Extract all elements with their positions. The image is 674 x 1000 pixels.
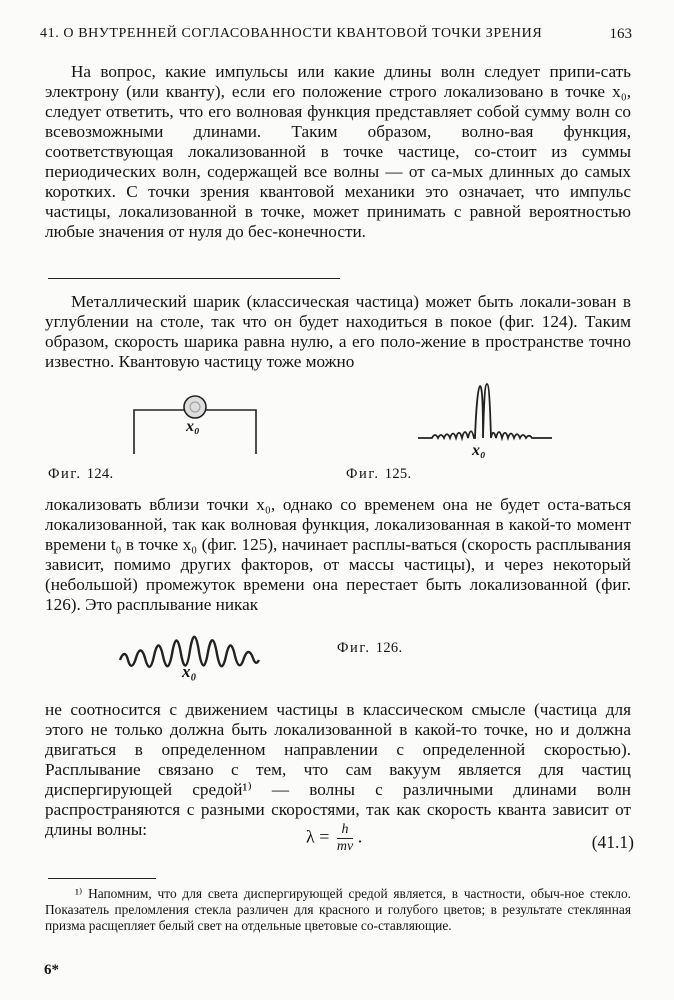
fig125-point-label: x₀ (472, 442, 486, 459)
section-divider (48, 278, 340, 279)
chapter-title: 41. О ВНУТРЕННЕЙ СОГЛАСОВАННОСТИ КВАНТОВОЙ ТОЧКИ ЗРЕНИЯ (40, 26, 543, 41)
fig125-caption (346, 466, 411, 483)
metal-ball (184, 396, 206, 418)
paragraph-1: На вопрос, какие импульсы или какие длины волн следует припи-сать электрону (или кванту), если его положение строго локализовано в точке x₀, следует ответить, что его волновая функция представляет собой сумму волн со всевозможными длинами. Таким образом, волно-вая функция, соответствующая локализованной в точке частице, со-стоит из суммы периодических волн, содержащей все волны — от са-мых длинных до самых коротких. С точки зрения квантовой механики это означает, что импульс частицы, локализованной в точке, может принимать с равной вероятностью любые значения от нуля до бес-конечности. (45, 62, 631, 241)
fig126-caption-number: 126. (375, 640, 403, 656)
formula-period: . (357, 826, 363, 847)
footnote-divider (48, 878, 156, 879)
fig124-caption (48, 466, 113, 483)
running-header (40, 26, 632, 46)
formula-lhs: λ = (306, 826, 330, 847)
printer-signature: 6* (44, 962, 59, 978)
page-number: 163 (609, 26, 632, 42)
formula-fraction (337, 822, 353, 855)
footnote: ¹⁾ Напомним, что для света диспергирующей средой является, в частности, обыч-ное стекло. Показатель преломления стекла различен для красного и голубого цветов; в результате стеклянная призма расщепляет белый свет на отдельные цветовые со-ставляющие. (45, 886, 631, 933)
equation-number: (41.1) (591, 832, 634, 852)
paragraph-3: локализовать вблизи точки x₀, однако со временем она не будет оста-ваться локализованной, так как волновая функция, локализованная в какой-то момент времени t₀ в точке x₀ (фиг. 125), начинает расплы-ваться (скорость расплывания зависит, помимо других факторов, от массы частицы), и через некоторый (небольшой) промежуток времени она перестает быть локализованной (фиг. 126). Это расплывание никак (45, 495, 631, 614)
fig126-caption (337, 640, 402, 657)
figure-125-drawing (418, 380, 558, 450)
fig124-caption-label: Фиг. (48, 466, 82, 482)
fig124-point-label: x₀ (186, 418, 200, 435)
formula-numerator: h (337, 822, 353, 839)
equation-41-1 (306, 822, 362, 855)
fig126-point-label: x₀ (182, 662, 197, 681)
localized-wave-packet (418, 384, 552, 438)
fig126-caption-label: Фиг. (337, 640, 371, 656)
formula-denominator: mv (336, 839, 354, 854)
fig124-caption-number: 124. (86, 466, 114, 482)
fig125-caption-number: 125. (384, 466, 412, 482)
paragraph-4: не соотносится с движением частицы в классическом смысле (частица для этого не только должна быть локализованной в какой-то точке, но и должна двигаться в определенном направлении с определенной скоростью). Расплывание связано с тем, что сам вакуум является для частиц диспергирующей средой¹⁾ — волны с различными длинами волн распространяются с разными скоростями, так как скорость кванта зависит от длины волны: (45, 700, 631, 839)
fig125-caption-label: Фиг. (346, 466, 380, 482)
paragraph-2: Металлический шарик (классическая частица) может быть локали-зован в углублении на столе, так что он будет находиться в покое (фиг. 124). Таким образом, скорость шарика равна нулю, а его поло-жение в пространстве точно известно. Квантовую частицу тоже можно (45, 292, 631, 371)
